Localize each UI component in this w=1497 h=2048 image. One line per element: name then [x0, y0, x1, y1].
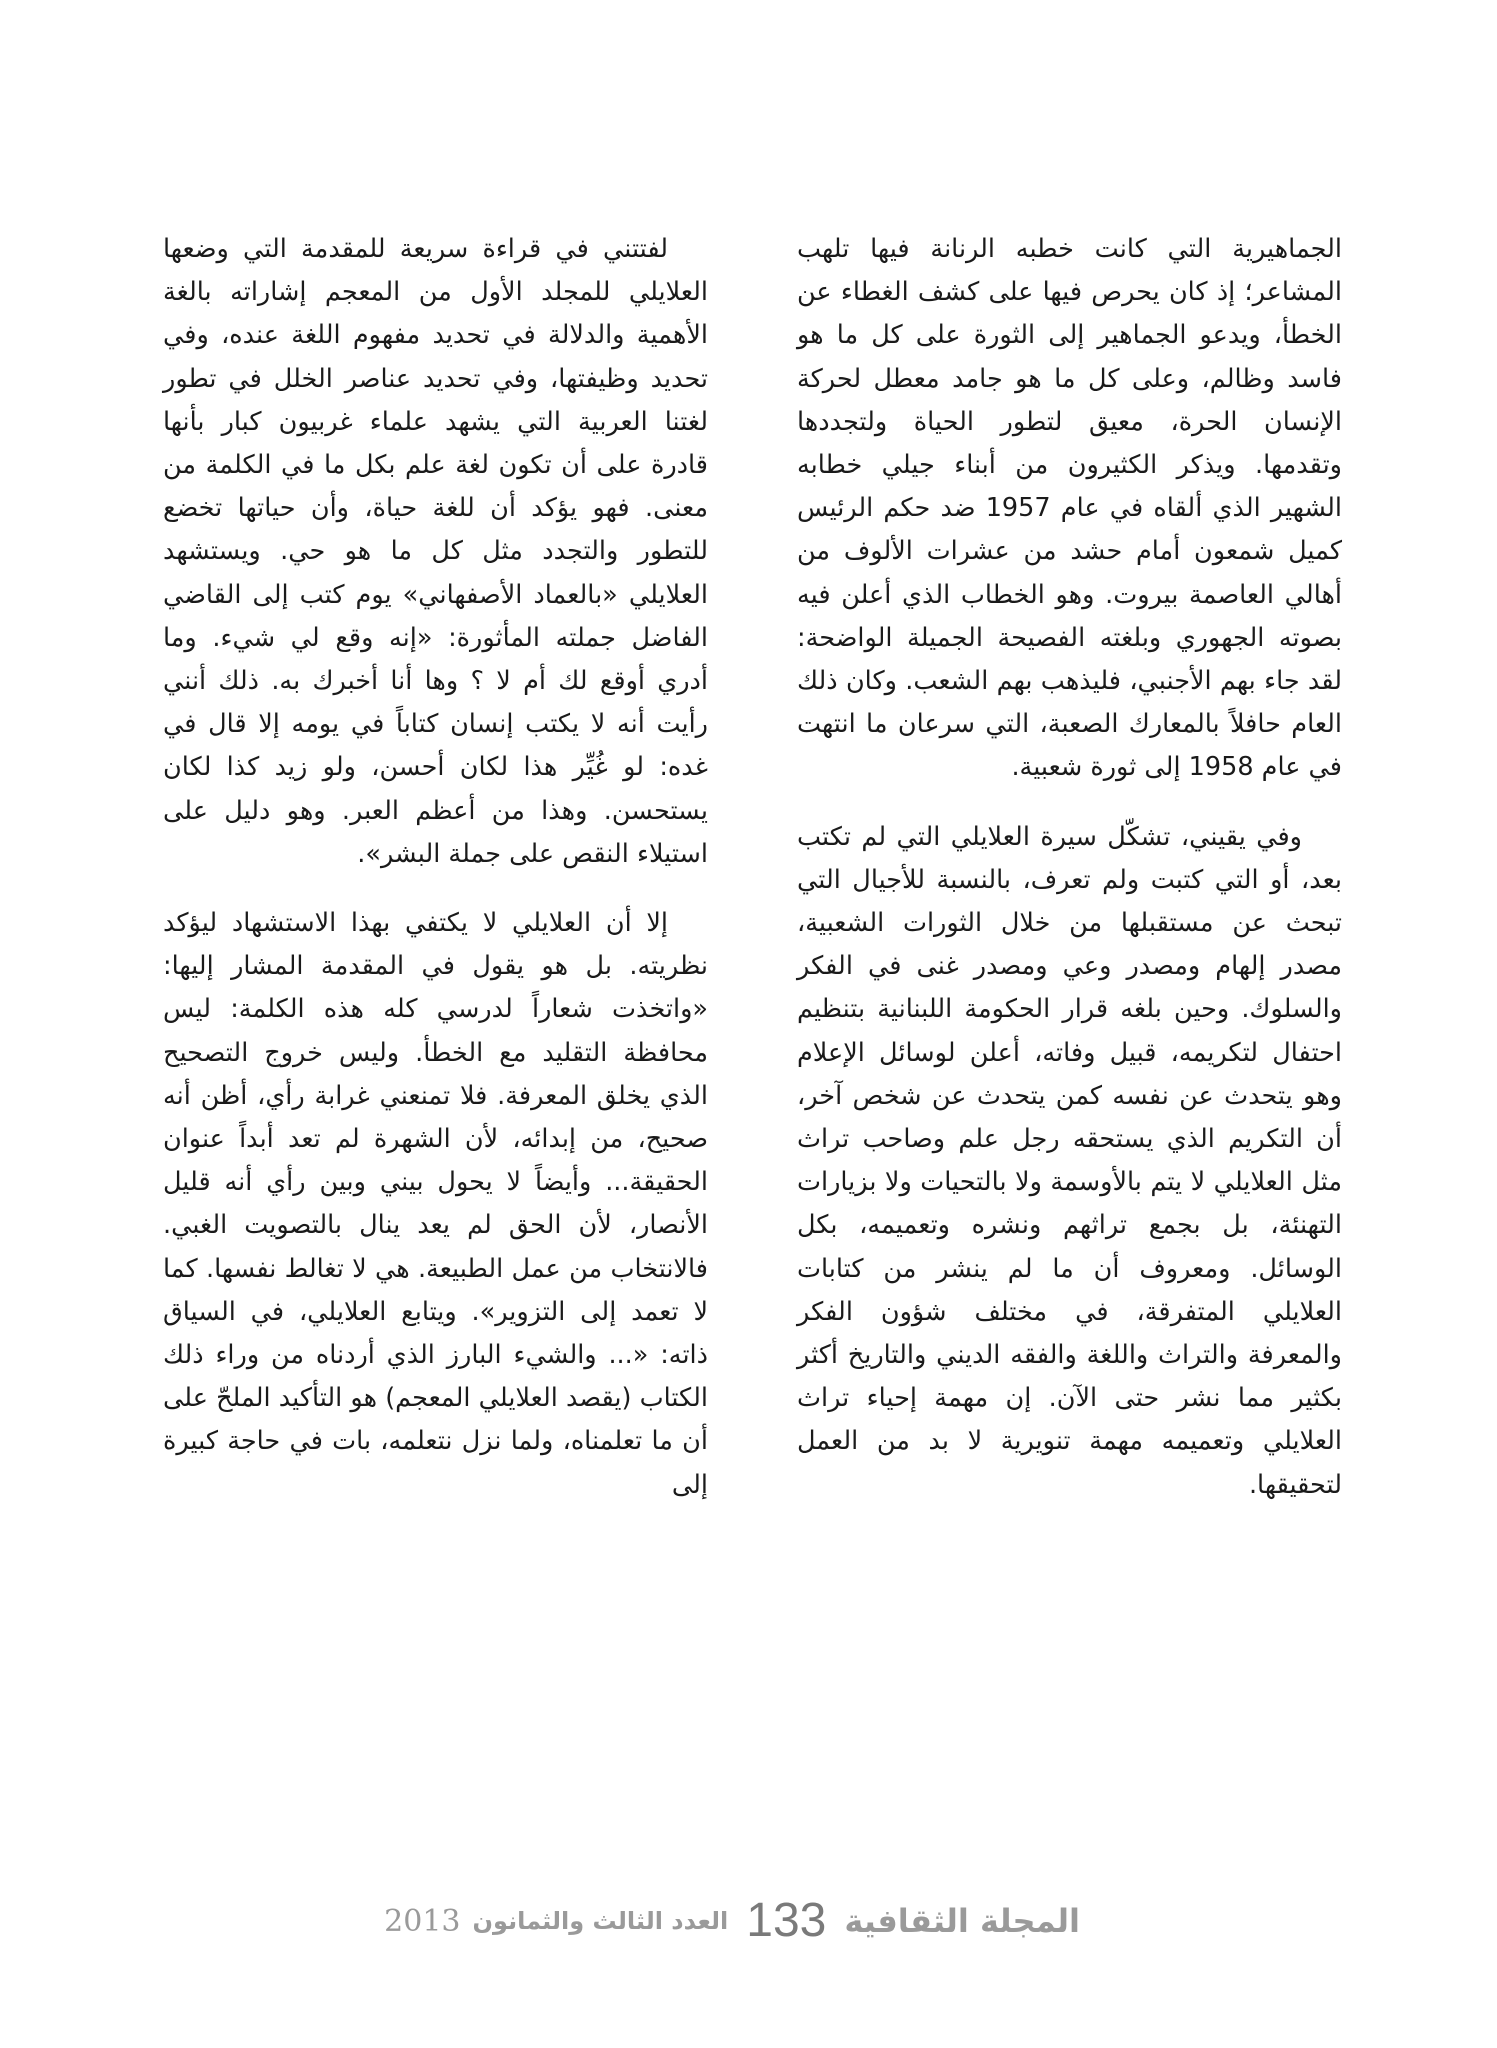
left-paragraph-2: إلا أن العلايلي لا يكتفي بهذا الاستشهاد ليؤكد نظريته. بل هو يقول في المقدمة المشار إليها: «واتخذت شعاراً لدرسي كله هذه الكلمة: ليس محافظة التقليد مع الخطأ. وليس خروج التصحيح الذي يخلق المعرفة. فلا تمنعني غرابة رأي، أظن أنه صحيح، من إبدائه، لأن الشهرة لم تعد أبداً عنوان الحقيقة... وأيضاً لا يحول بيني وبين رأي أنه قليل الأنصار، لأن الحق لم يعد ينال بالتصويت الغبي. فالانتخاب من عمل الطبيعة. هي لا تغالط نفسها. كما لا تعمد إلى التزوير». ويتابع العلايلي، في السياق ذاته: «... والشيء البارز الذي أردناه من وراء ذلك الكتاب (يقصد العلايلي المعجم) هو التأكيد الملحّ على أن ما تعلمناه، ولما نزل نتعلمه، بات في حاجة كبيرة إلى [163, 908, 708, 1500]
right-column [797, 228, 1342, 1507]
right-paragraph-2: وفي يقيني، تشكّل سيرة العلايلي التي لم تكتب بعد، أو التي كتبت ولم تعرف، بالنسبة للأجيال التي تبحث عن مستقبلها من خلال الثورات الشعبية، مصدر إلهام ومصدر وعي ومصدر غنى في الفكر والسلوك. وحين بلغه قرار الحكومة اللبنانية بتنظيم احتفال لتكريمه، قبيل وفاته، أعلن لوسائل الإعلام وهو يتحدث عن نفسه كمن يتحدث عن شخص آخر، أن التكريم الذي يستحقه رجل علم وصاحب تراث مثل العلايلي لا يتم بالأوسمة ولا بالتحيات ولا بزيارات التهنئة، بل بجمع تراثهم ونشره وتعميمه، بكل الوسائل. ومعروف أن ما لم ينشر من كتابات العلايلي المتفرقة، في مختلف شؤون الفكر والمعرفة والتراث واللغة والفقه الديني والتاريخ أكثر بكثير مما نشر حتى الآن. إن مهمة إحياء تراث العلايلي وتعميمه مهمة تنويرية لا بد من العمل لتحقيقها. [797, 821, 1342, 1500]
page-number: 133 [746, 1894, 827, 1947]
left-column [163, 228, 708, 1507]
page-footer [384, 1893, 1080, 1949]
left-paragraph-1: لفتتني في قراءة سريعة للمقدمة التي وضعها العلايلي للمجلد الأول من المعجم إشاراته بالغة الأهمية والدلالة في تحديد مفهوم اللغة عنده، وفي تحديد وظيفتها، وفي تحديد عناصر الخلل في تطور لغتنا العربية التي يشهد علماء غربيون كبار بأنها قادرة على أن تكون لغة علم بكل ما في الكلمة من معنى. فهو يؤكد أن للغة حياة، وأن حياتها تخضع للتطور والتجدد مثل كل ما هو حي. ويستشهد العلايلي «بالعماد الأصفهاني» يوم كتب إلى القاضي الفاضل جملته المأثورة: «إنه وقع لي شيء. وما أدري أوقع لك أم لا ؟ وها أنا أخبرك به. ذلك أنني رأيت أنه لا يكتب إنسان كتاباً في يومه إلا قال في غده: لو غُيِّر هذا لكان أحسن، ولو زيد كذا لكان يستحسن. وهذا من أعظم العبر. وهو دليل على استيلاء النقص على جملة البشر». [163, 234, 708, 869]
issue-label: العدد الثالث والثمانون [472, 1907, 729, 1935]
issue-year: 2013 [384, 1903, 461, 1939]
magazine-name: المجلة الثقافية [844, 1902, 1080, 1940]
right-paragraph-1: الجماهيرية التي كانت خطبه الرنانة فيها تلهب المشاعر؛ إذ كان يحرص فيها على كشف الغطاء عن الخطأ، ويدعو الجماهير إلى الثورة على كل ما هو فاسد وظالم، وعلى كل ما هو جامد معطل لحركة الإنسان الحرة، معيق لتطور الحياة ولتجددها وتقدمها. ويذكر الكثيرون من أبناء جيلي خطابه الشهير الذي ألقاه في عام 1957 ضد حكم الرئيس كميل شمعون أمام حشد من عشرات الألوف من أهالي العاصمة بيروت. وهو الخطاب الذي أعلن فيه بصوته الجهوري وبلغته الفصيحة الجميلة الواضحة: لقد جاء بهم الأجنبي، فليذهب بهم الشعب. وكان ذلك العام حافلاً بالمعارك الصعبة، التي سرعان ما انتهت في عام 1958 إلى ثورة شعبية. [797, 234, 1343, 783]
